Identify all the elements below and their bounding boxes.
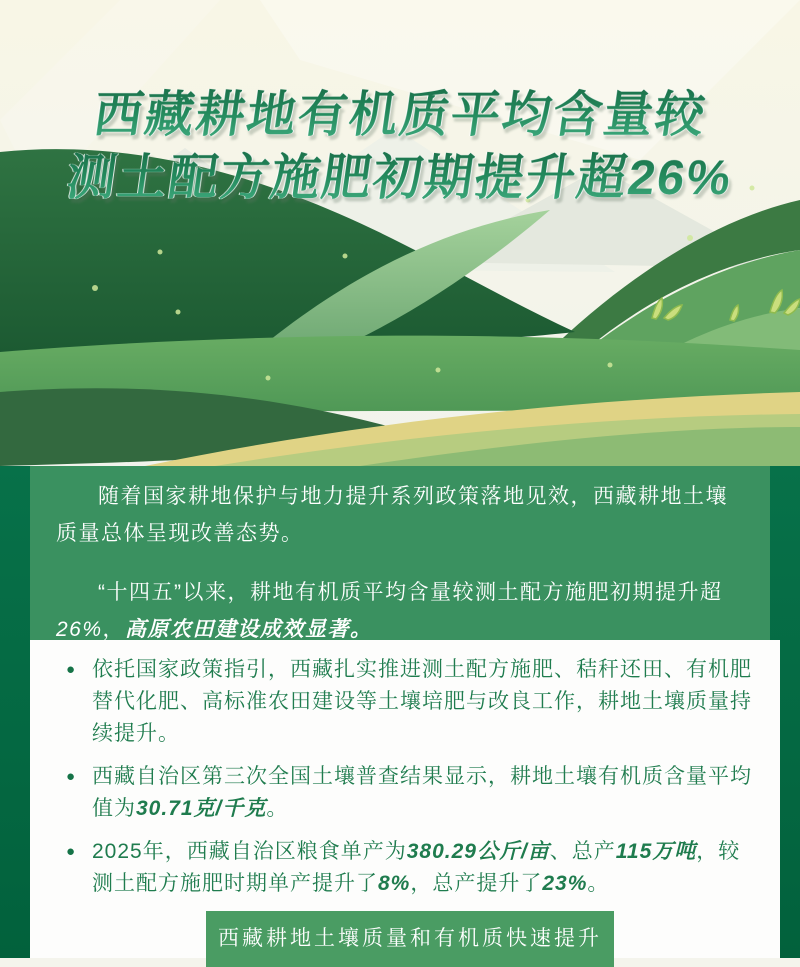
summary-banner: 西藏耕地土壤质量和有机质快速提升	[206, 911, 614, 967]
list-item	[66, 654, 754, 750]
facts-card	[30, 640, 780, 958]
hills-illustration	[0, 0, 800, 466]
content-section	[0, 466, 800, 958]
bullet-icon: ●	[66, 661, 77, 678]
hero-illustration	[0, 0, 800, 466]
fact-text: 依托国家政策指引，西藏扎实推进测土配方施肥、秸秆还田、有机肥替代化肥、高标准农田建设等土壤培肥与改良工作，耕地土壤质量持续提升。	[92, 658, 752, 745]
list-item	[66, 836, 754, 900]
fact-text: 西藏自治区第三次全国土壤普查结果显示，耕地土壤有机质含量平均值为30.71克/千克。	[92, 765, 752, 820]
intro-paragraph-2: “十四五”以来，耕地有机质平均含量较测土配方施肥初期提升超26%，高原农田建设成效显著。	[56, 581, 723, 641]
headline-line-1: 西藏耕地有机质平均含量较	[90, 84, 711, 147]
list-item	[66, 761, 754, 825]
fact-text: 2025年，西藏自治区粮食单产为380.29公斤/亩、总产115万吨，较测土配方施肥时期单产提升了8%，总产提升了23%。	[92, 840, 741, 895]
headline	[0, 84, 800, 210]
bullet-icon: ●	[66, 843, 77, 860]
headline-line-2: 测土配方施肥初期提升超26%	[63, 147, 737, 210]
facts-list	[66, 654, 754, 911]
intro-paragraph-1: 随着国家耕地保护与地力提升系列政策落地见效，西藏耕地土壤质量总体呈现改善态势。	[56, 485, 728, 545]
intro-panel	[30, 466, 770, 640]
bullet-icon: ●	[66, 768, 77, 785]
